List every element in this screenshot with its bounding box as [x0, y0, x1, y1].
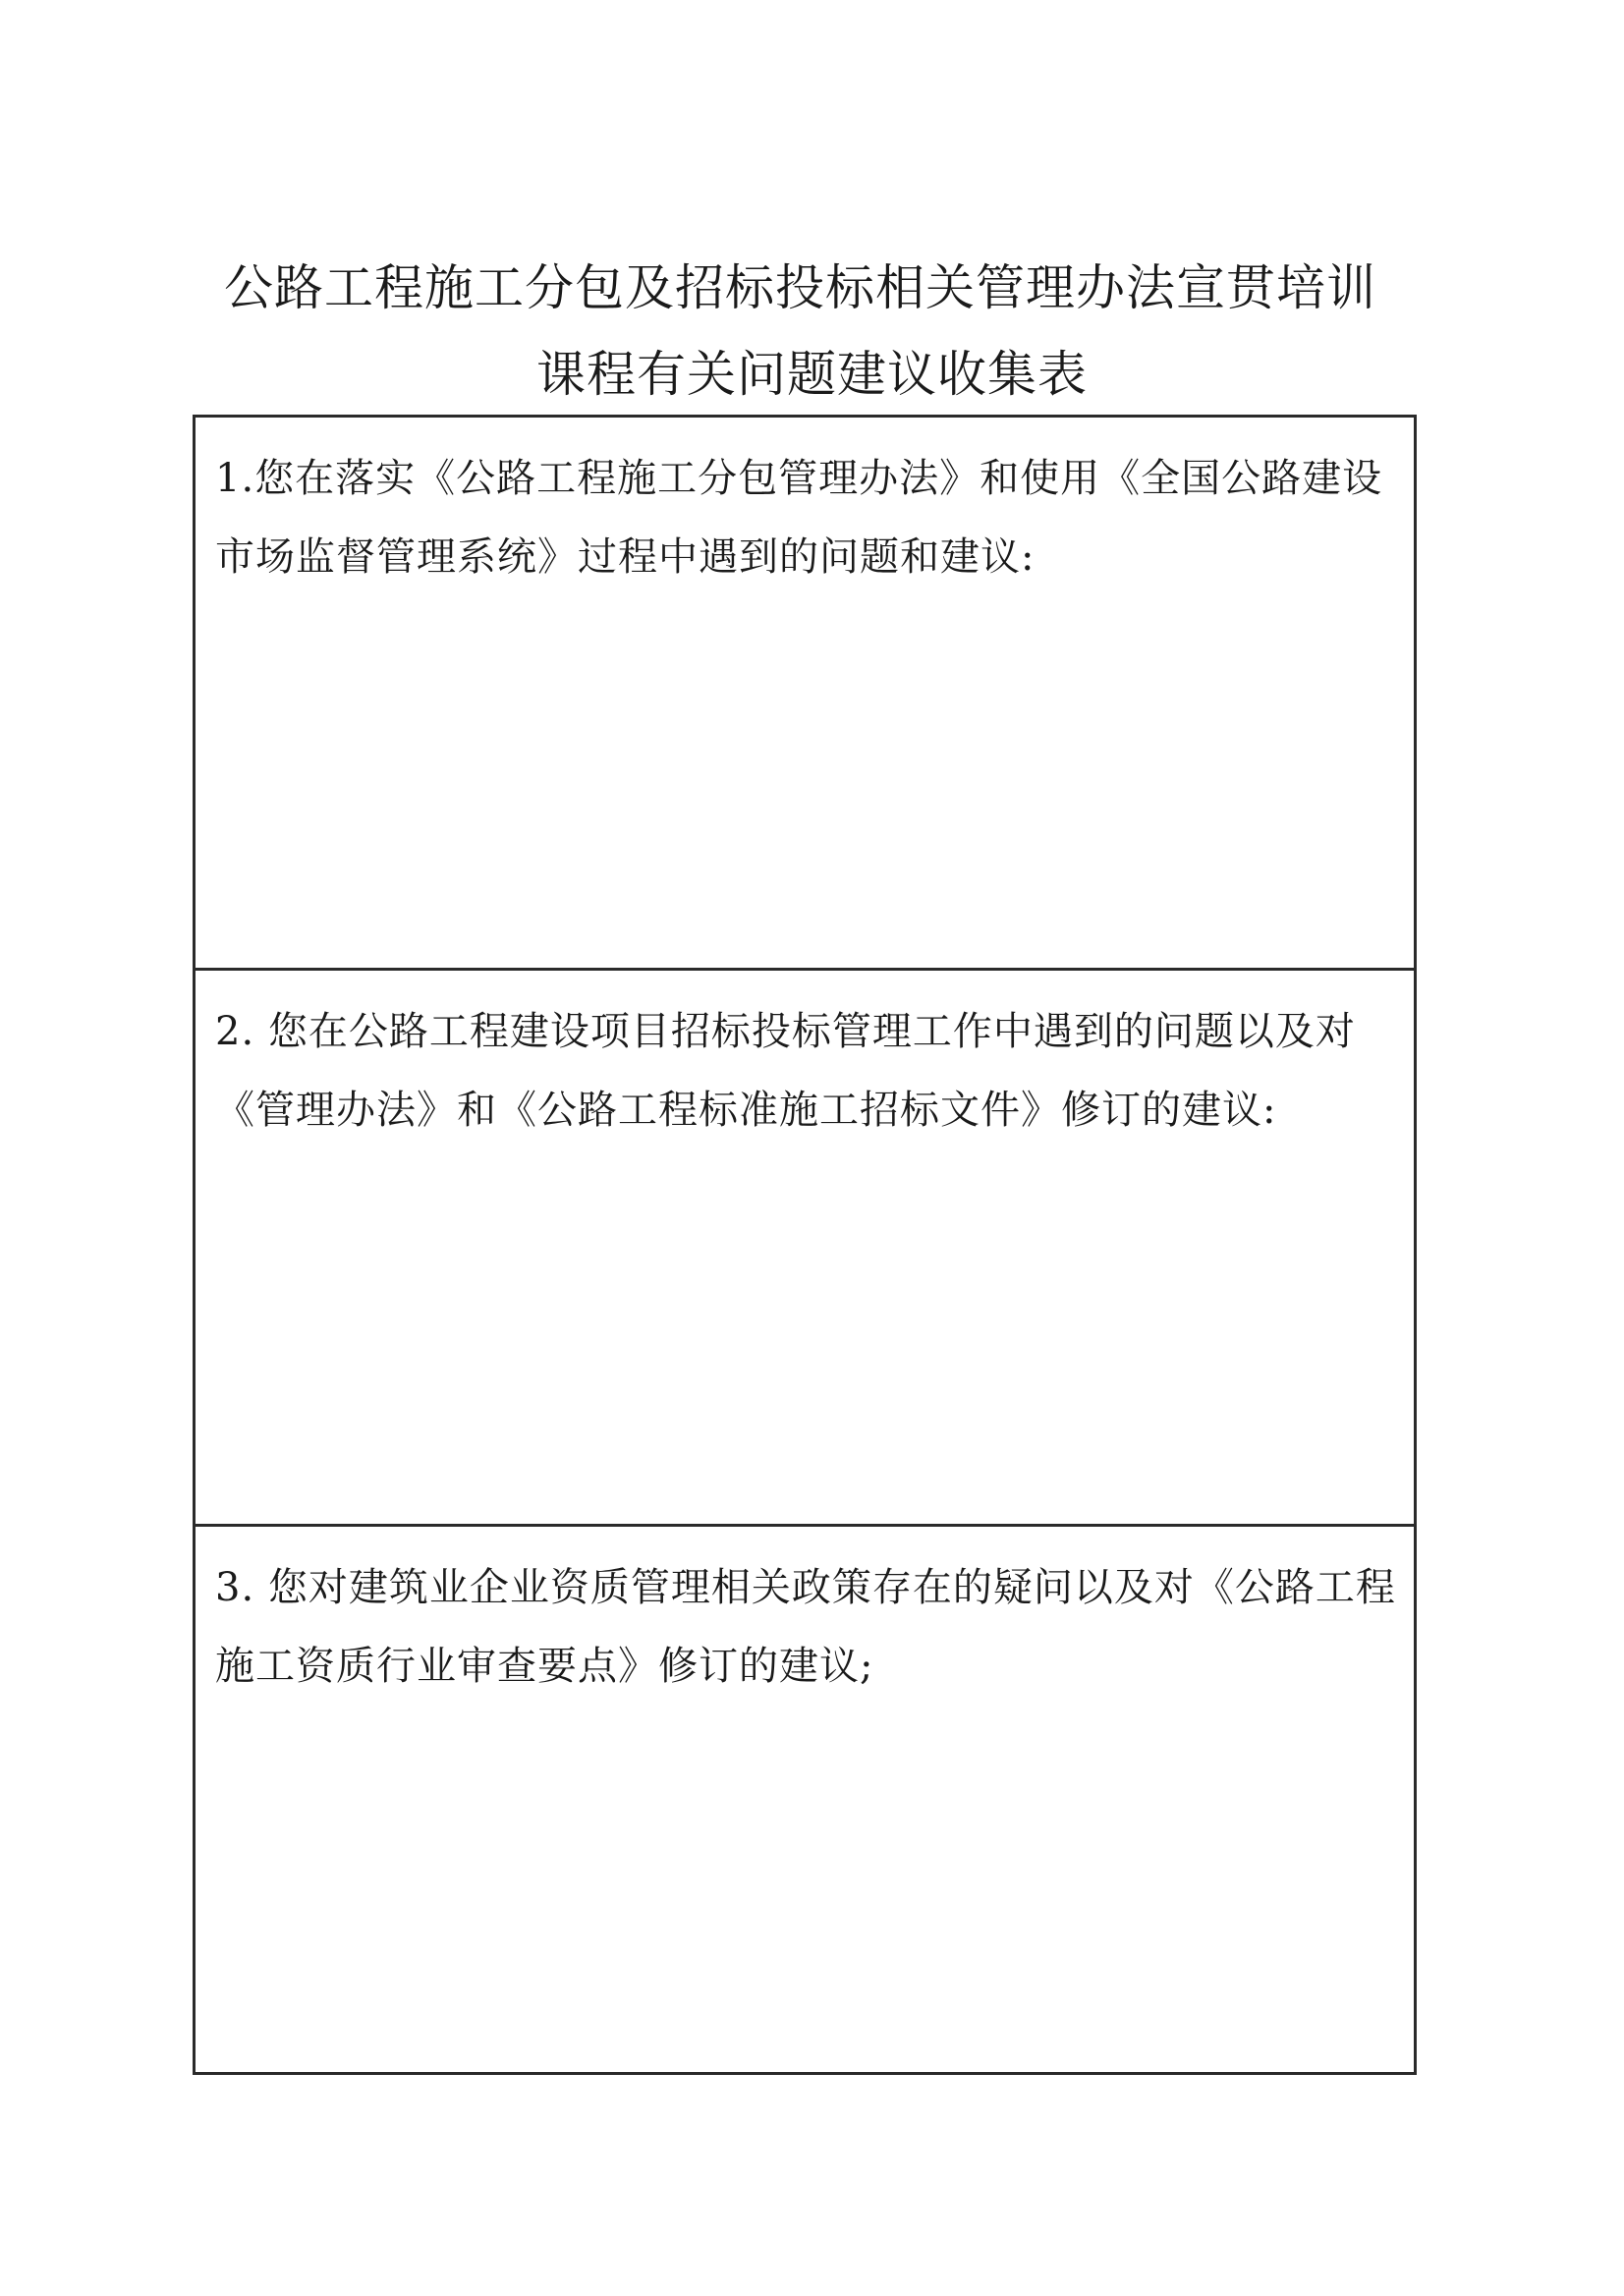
section-1-question-line-1: 1.您在落实《公路工程施工分包管理办法》和使用《全国公路建设	[215, 456, 1383, 501]
section-2-question-line-1: 2. 您在公路工程建设项目招标投标管理工作中遇到的问题以及对	[215, 1009, 1356, 1054]
document-title-line-1: 公路工程施工分包及招标投标相关管理办法宣贯培训	[224, 259, 1376, 316]
section-3-question	[215, 1548, 1396, 1706]
section-3-question-line-1: 3. 您对建筑业企业资质管理相关政策存在的疑问以及对《公路工程	[215, 1565, 1396, 1610]
section-2-question-line-2: 《管理办法》和《公路工程标准施工招标文件》修订的建议:	[215, 1088, 1277, 1133]
section-1-question-line-2: 市场监督管理系统》过程中遇到的问题和建议:	[215, 534, 1036, 580]
form-section-3	[196, 1527, 1414, 2072]
form-section-2	[196, 971, 1414, 1527]
section-2-question	[215, 992, 1396, 1149]
form-section-1	[196, 418, 1414, 971]
section-1-question	[215, 439, 1396, 596]
section-3-answer-field[interactable]	[209, 1723, 1400, 2058]
section-3-question-line-2: 施工资质行业审查要点》修订的建议;	[215, 1644, 874, 1689]
feedback-form-table	[193, 415, 1417, 2075]
section-1-answer-field[interactable]	[209, 614, 1400, 954]
section-2-answer-field[interactable]	[209, 1167, 1400, 1510]
document-title-line-2: 课程有关问题建议收集表	[536, 346, 1088, 403]
